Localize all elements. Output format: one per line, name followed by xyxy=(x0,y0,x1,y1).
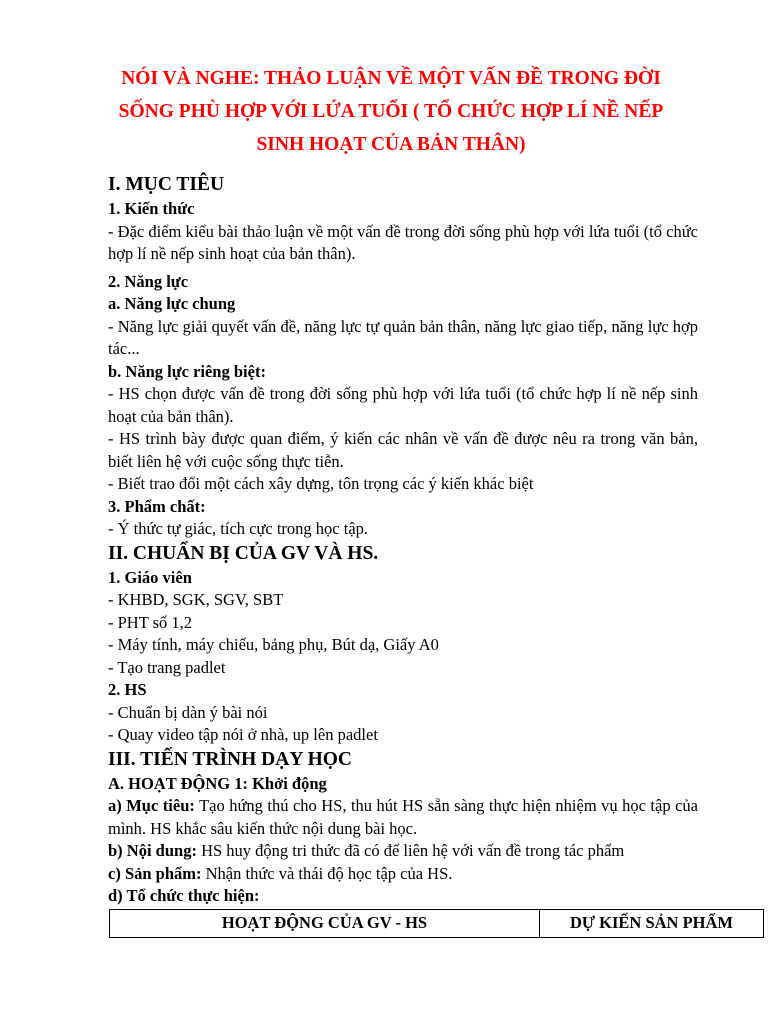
activity-goal-text: Tạo hứng thú cho HS, thu hút HS sẵn sàng thực hiện nhiệm vụ học tập của mình. HS khắc sâu kiến thức nội dung bài học. xyxy=(108,796,698,838)
competence-heading: 2. Năng lực xyxy=(108,271,189,291)
section-3-heading: III. TIẾN TRÌNH DẠY HỌC xyxy=(108,748,352,770)
title-line-1: NÓI VÀ NGHE: THẢO LUẬN VỀ MỘT VẤN ĐỀ TRONG ĐỜI xyxy=(121,68,661,89)
teacher-item: - Máy tính, máy chiếu, bảng phụ, Bút dạ, Giấy A0 xyxy=(108,635,439,654)
table-header-product: DỰ KIẾN SẢN PHẨM xyxy=(569,913,733,932)
knowledge-heading: 1. Kiến thức xyxy=(108,199,195,218)
general-competence-heading: a. Năng lực chung xyxy=(108,294,236,313)
title-line-2: SỐNG PHÙ HỢP VỚI LỨA TUỔI ( TỔ CHỨC HỢP LÍ NỀ NẾP xyxy=(118,101,664,122)
activity-product-label: c) Sản phẩm: xyxy=(108,863,202,883)
activity-goal xyxy=(108,795,698,840)
activity-content-label: b) Nội dung: xyxy=(108,841,197,860)
specific-competence-item: - HS trình bày được quan điểm, ý kiến các nhân về vấn đề được nêu ra trong văn bản, biết liên hệ với cuộc sống thực tiễn. xyxy=(108,429,698,471)
activity-content xyxy=(108,840,698,863)
activity-1-heading: A. HOẠT ĐỘNG 1: Khởi động xyxy=(108,773,327,793)
activity-content-text: HS huy động tri thức đã có để liên hệ với vấn đề trong tác phẩm xyxy=(196,841,625,860)
knowledge-text: - Đặc điểm kiểu bài thảo luận về một vấn đề trong đời sống phù hợp với lứa tuổi (tổ chức hợp lí nề nếp sinh hoạt của bản thân). xyxy=(108,221,698,263)
teacher-item: - Tạo trang padlet xyxy=(108,657,226,677)
teacher-item: - KHBD, SGK, SGV, SBT xyxy=(108,590,284,609)
teacher-heading: 1. Giáo viên xyxy=(108,567,192,587)
student-item: - Quay video tập nói ở nhà, up lên padlet xyxy=(108,725,378,744)
document-body xyxy=(108,172,698,908)
specific-competence-heading: b. Năng lực riêng biệt: xyxy=(108,361,266,381)
quality-text: - Ý thức tự giác, tích cực trong học tập. xyxy=(108,519,369,538)
document-title xyxy=(100,62,682,161)
specific-competence-item: - HS chọn được vấn đề trong đời sống phù hợp với lứa tuổi (tổ chức hợp lí nề nếp sinh hoạt của bản thân). xyxy=(108,384,698,426)
student-heading: 2. HS xyxy=(108,680,147,699)
title-line-3: SINH HOẠT CỦA BẢN THÂN) xyxy=(256,134,526,155)
activity-table xyxy=(109,909,764,938)
activity-goal-label: a) Mục tiêu: xyxy=(108,796,195,815)
activity-product-text: Nhận thức và thái độ học tập của HS. xyxy=(201,863,453,883)
activity-product xyxy=(108,863,698,886)
specific-competence-item: - Biết trao đổi một cách xây dựng, tôn trọng các ý kiến khác biệt xyxy=(108,474,534,493)
teacher-item: - PHT số 1,2 xyxy=(108,612,193,632)
section-1-heading: I. MỤC TIÊU xyxy=(108,174,225,195)
quality-heading: 3. Phẩm chất: xyxy=(108,496,206,516)
activity-organization-heading: d) Tổ chức thực hiện: xyxy=(108,886,260,905)
student-item: - Chuẩn bị dàn ý bài nói xyxy=(108,702,268,722)
table-header-activity: HOẠT ĐỘNG CỦA GV - HS xyxy=(110,910,540,937)
section-2-heading: II. CHUẨN BỊ CỦA GV VÀ HS. xyxy=(108,542,379,564)
general-competence-text: - Năng lực giải quyết vấn đề, năng lực tự quản bản thân, năng lực giao tiếp, năng lực hợp tác... xyxy=(108,316,698,358)
